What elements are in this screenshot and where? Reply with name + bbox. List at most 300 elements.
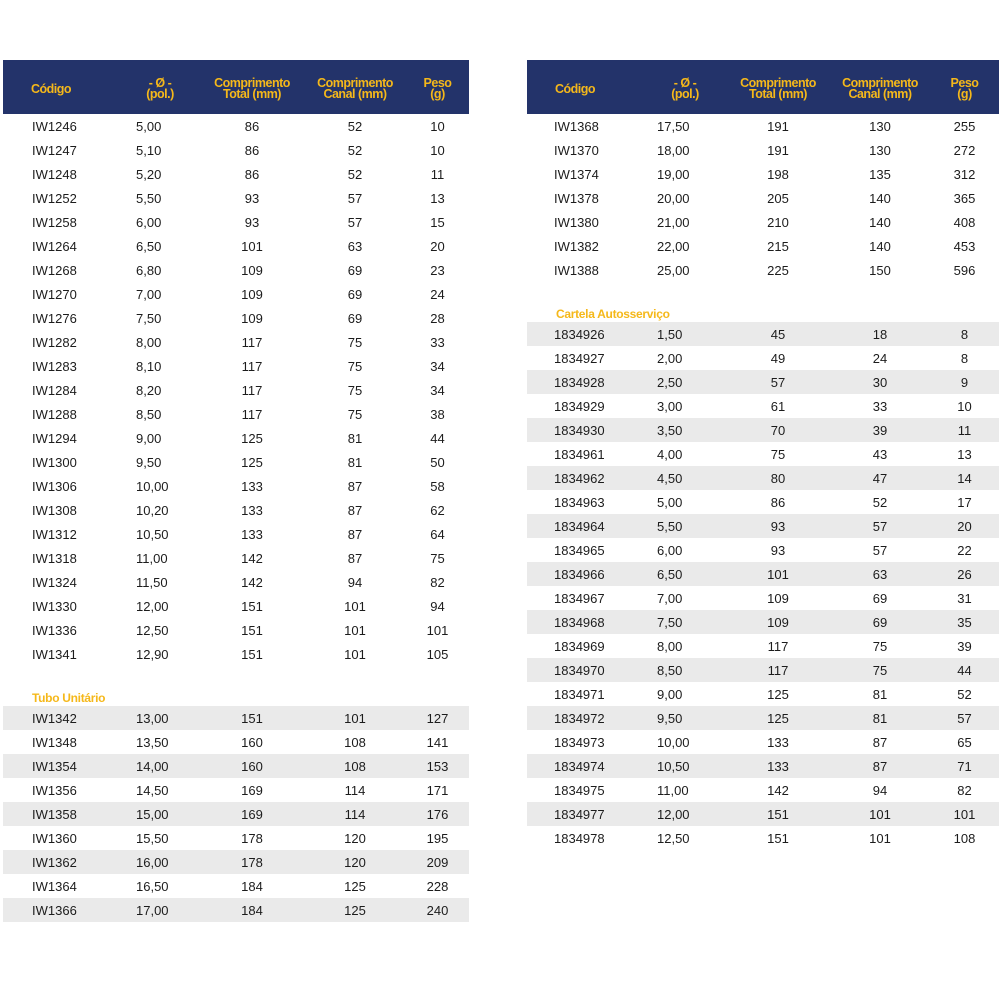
cell-weight: 52: [930, 682, 999, 706]
right-table-body: [527, 114, 999, 850]
cell-weight: 20: [430, 238, 445, 254]
cell-total-length: 160: [200, 754, 304, 778]
table-row: [3, 282, 469, 306]
cell-total-length: 178: [200, 826, 304, 850]
cell-code: IW1264: [32, 238, 77, 254]
table-row: [527, 802, 999, 826]
cell-code: IW1364: [3, 874, 120, 898]
cell-total-length: 184: [200, 898, 304, 922]
cell-code: IW1356: [3, 778, 120, 802]
table-row: [3, 114, 469, 138]
cell-diameter: 17,50: [644, 114, 726, 138]
cell-weight: 20: [930, 514, 999, 538]
cell-total-length: 117: [241, 382, 263, 398]
cell-diameter: 8,00: [136, 334, 162, 350]
cell-total-length: 160: [200, 730, 304, 754]
cell-code: IW1308: [3, 498, 120, 522]
cell-channel-length: 57: [304, 210, 406, 234]
table-row: [527, 162, 999, 186]
cell-channel-length: 87: [347, 526, 363, 542]
table-row: [3, 474, 469, 498]
cell-code: 1834967: [527, 586, 644, 610]
cell-total-length: 210: [726, 210, 830, 234]
cell-diameter: 20,00: [657, 190, 690, 206]
section-spacer: [3, 666, 469, 680]
cell-weight: 50: [406, 450, 469, 474]
cell-total-length: 101: [241, 238, 263, 254]
cell-diameter: 14,50: [120, 778, 200, 802]
cell-weight: 127: [406, 706, 469, 730]
cell-total-length: 70: [726, 418, 830, 442]
cell-weight: 94: [406, 594, 469, 618]
cell-diameter: 6,00: [120, 210, 200, 234]
cell-channel-length: 87: [304, 546, 406, 570]
cell-diameter: 11,00: [644, 778, 726, 802]
cell-channel-length: 87: [830, 754, 930, 778]
cell-weight: 34: [406, 354, 469, 378]
cell-diameter: 13,00: [120, 706, 200, 730]
cell-channel-length: 125: [304, 874, 406, 898]
cell-total-length: 142: [200, 546, 304, 570]
cell-code: IW1318: [3, 546, 120, 570]
cell-code: 1834968: [527, 610, 644, 634]
cell-diameter: 15,50: [120, 826, 200, 850]
cell-total-length: 142: [241, 574, 263, 590]
cell-code: 1834926: [527, 322, 644, 346]
cell-code: IW1336: [32, 622, 77, 638]
table-row: [527, 210, 999, 234]
cell-code: 1834970: [527, 658, 644, 682]
section-title: Tubo Unitário: [3, 680, 469, 706]
cell-total-length: 151: [726, 802, 830, 826]
cell-code: 1834963: [527, 490, 644, 514]
cell-total-length: 191: [726, 114, 830, 138]
table-row: [3, 522, 469, 546]
cell-total-length: 151: [200, 642, 304, 666]
cell-code: 1834929: [527, 394, 644, 418]
cell-total-length: 151: [200, 706, 304, 730]
header-code: Código: [527, 60, 644, 114]
cell-channel-length: 69: [304, 306, 406, 330]
cell-channel-length: 75: [304, 402, 406, 426]
table-row: [3, 426, 469, 450]
cell-channel-length: 63: [347, 238, 363, 254]
table-row: [527, 466, 999, 490]
cell-total-length: 178: [200, 850, 304, 874]
table-row: [3, 162, 469, 186]
cell-channel-length: 120: [304, 850, 406, 874]
cell-total-length: 117: [241, 334, 263, 350]
cell-channel-length: 69: [304, 258, 406, 282]
cell-channel-length: 140: [869, 190, 891, 206]
cell-diameter: 14,00: [120, 754, 200, 778]
cell-diameter: 5,00: [644, 490, 726, 514]
cell-code: 1834972: [527, 706, 644, 730]
cell-total-length: 205: [767, 190, 789, 206]
header-channel-length: Comprimento Canal (mm): [830, 60, 930, 114]
table-row: [3, 498, 469, 522]
table-row: [527, 490, 999, 514]
cell-total-length: 93: [726, 514, 830, 538]
cell-diameter: 21,00: [644, 210, 726, 234]
cell-code: IW1362: [3, 850, 120, 874]
cell-diameter: 1,50: [644, 322, 726, 346]
cell-diameter: 6,00: [644, 538, 726, 562]
cell-code: IW1248: [3, 162, 120, 186]
cell-channel-length: 30: [830, 370, 930, 394]
cell-channel-length: 81: [347, 430, 363, 446]
cell-weight: 31: [930, 586, 999, 610]
cell-total-length: 133: [726, 754, 830, 778]
table-row: [527, 706, 999, 730]
cell-channel-length: 101: [304, 642, 406, 666]
cell-weight: 71: [930, 754, 999, 778]
cell-code: IW1252: [32, 190, 77, 206]
cell-weight: 82: [430, 574, 445, 590]
table-row: [527, 114, 999, 138]
cell-weight: 35: [930, 610, 999, 634]
cell-code: IW1284: [32, 382, 77, 398]
cell-code: IW1246: [3, 114, 120, 138]
cell-code: 1834961: [527, 442, 644, 466]
cell-code: 1834974: [527, 754, 644, 778]
cell-code: 1834964: [527, 514, 644, 538]
cell-channel-length: 39: [830, 418, 930, 442]
cell-total-length: 125: [726, 682, 830, 706]
cell-weight: 44: [930, 658, 999, 682]
table-row: [527, 514, 999, 538]
cell-weight: 153: [406, 754, 469, 778]
cell-total-length: 225: [726, 258, 830, 282]
cell-weight: 108: [930, 826, 999, 850]
table-row: [3, 186, 469, 210]
cell-channel-length: 52: [830, 490, 930, 514]
cell-diameter: 10,00: [136, 478, 169, 494]
cell-total-length: 151: [241, 622, 263, 638]
table-row: [527, 778, 999, 802]
cell-code: IW1282: [32, 334, 77, 350]
cell-total-length: 109: [726, 610, 830, 634]
table-row: [527, 322, 999, 346]
cell-diameter: 3,00: [644, 394, 726, 418]
cell-diameter: 8,00: [644, 634, 726, 658]
cell-diameter: 8,50: [644, 658, 726, 682]
cell-diameter: 7,00: [644, 586, 726, 610]
cell-total-length: 133: [726, 730, 830, 754]
cell-total-length: 109: [200, 306, 304, 330]
cell-total-length: 93: [200, 210, 304, 234]
cell-channel-length: 120: [304, 826, 406, 850]
cell-channel-length: 52: [304, 114, 406, 138]
cell-total-length: 117: [200, 402, 304, 426]
table-row: [527, 730, 999, 754]
cell-diameter: 6,80: [120, 258, 200, 282]
table-row: [3, 706, 469, 730]
table-row: [527, 394, 999, 418]
table-row: [3, 402, 469, 426]
section-title: Cartela Autosserviço: [527, 296, 999, 322]
section-title-row: [527, 296, 999, 322]
cell-total-length: 86: [200, 162, 304, 186]
cell-code: IW1368: [527, 114, 644, 138]
cell-code: IW1366: [3, 898, 120, 922]
cell-channel-length: 108: [304, 754, 406, 778]
cell-diameter: 15,00: [120, 802, 200, 826]
cell-channel-length: 150: [830, 258, 930, 282]
cell-diameter: 12,00: [120, 594, 200, 618]
cell-channel-length: 135: [830, 162, 930, 186]
cell-weight: 255: [930, 114, 999, 138]
cell-weight: 10: [930, 394, 999, 418]
table-row: [527, 658, 999, 682]
table-row: [527, 634, 999, 658]
table-row: [3, 450, 469, 474]
cell-code: IW1370: [554, 142, 599, 158]
cell-code: IW1330: [3, 594, 120, 618]
cell-total-length: 117: [200, 354, 304, 378]
cell-diameter: 8,50: [120, 402, 200, 426]
cell-total-length: 125: [726, 706, 830, 730]
cell-total-length: 169: [200, 802, 304, 826]
left-spec-table: [3, 60, 469, 922]
cell-diameter: 3,50: [644, 418, 726, 442]
cell-channel-length: 94: [830, 778, 930, 802]
cell-code: IW1382: [554, 238, 599, 254]
header-weight: Peso (g): [930, 60, 999, 114]
cell-total-length: 151: [726, 826, 830, 850]
cell-diameter: 6,50: [644, 562, 726, 586]
cell-weight: 75: [406, 546, 469, 570]
cell-diameter: 9,50: [120, 450, 200, 474]
cell-code: IW1388: [527, 258, 644, 282]
cell-total-length: 117: [726, 634, 830, 658]
table-row: [3, 730, 469, 754]
cell-diameter: 5,10: [136, 142, 162, 158]
table-row: [527, 370, 999, 394]
cell-channel-length: 87: [830, 730, 930, 754]
cell-diameter: 12,00: [644, 802, 726, 826]
cell-channel-length: 101: [304, 594, 406, 618]
cell-weight: 10: [406, 114, 469, 138]
cell-weight: 312: [930, 162, 999, 186]
table-row: [527, 418, 999, 442]
cell-total-length: 49: [726, 346, 830, 370]
header-diameter: - Ø - (pol.): [120, 60, 200, 114]
cell-channel-length: 75: [347, 334, 363, 350]
cell-weight: 82: [930, 778, 999, 802]
cell-code: 1834966: [527, 562, 644, 586]
cell-total-length: 142: [726, 778, 830, 802]
cell-code: 1834973: [527, 730, 644, 754]
cell-diameter: 6,50: [136, 238, 162, 254]
table-row: [3, 570, 469, 594]
table-row: [3, 258, 469, 282]
cell-channel-length: 125: [304, 898, 406, 922]
cell-channel-length: 52: [347, 142, 363, 158]
cell-total-length: 215: [767, 238, 789, 254]
cell-channel-length: 130: [830, 114, 930, 138]
cell-total-length: 75: [726, 442, 830, 466]
cell-total-length: 101: [726, 562, 830, 586]
cell-channel-length: 75: [304, 354, 406, 378]
cell-channel-length: 47: [830, 466, 930, 490]
cell-weight: 596: [930, 258, 999, 282]
cell-weight: 23: [406, 258, 469, 282]
cell-diameter: 12,90: [120, 642, 200, 666]
table-row: [3, 234, 469, 258]
cell-code: IW1288: [3, 402, 120, 426]
cell-total-length: 80: [726, 466, 830, 490]
cell-weight: 34: [430, 382, 445, 398]
cell-diameter: 10,50: [644, 754, 726, 778]
cell-weight: 8: [930, 346, 999, 370]
cell-code: IW1360: [3, 826, 120, 850]
cell-diameter: 9,00: [136, 430, 162, 446]
cell-channel-length: 57: [347, 190, 363, 206]
cell-channel-length: 69: [347, 286, 363, 302]
cell-code: IW1354: [3, 754, 120, 778]
cell-code: 1834975: [527, 778, 644, 802]
cell-code: IW1358: [3, 802, 120, 826]
cell-diameter: 5,50: [136, 190, 162, 206]
table-row: [3, 306, 469, 330]
header-total-length: Comprimento Total (mm): [726, 60, 830, 114]
table-header-row: [3, 60, 469, 114]
cell-total-length: 45: [726, 322, 830, 346]
cell-diameter: 10,00: [644, 730, 726, 754]
cell-channel-length: 87: [304, 498, 406, 522]
cell-diameter: 10,20: [120, 498, 200, 522]
table-row: [3, 874, 469, 898]
cell-weight: 14: [930, 466, 999, 490]
table-row: [527, 826, 999, 850]
cell-diameter: 18,00: [657, 142, 690, 158]
cell-code: IW1294: [32, 430, 77, 446]
cell-total-length: 133: [241, 526, 263, 542]
cell-channel-length: 75: [830, 658, 930, 682]
cell-weight: 13: [430, 190, 445, 206]
cell-weight: 15: [406, 210, 469, 234]
cell-code: IW1341: [3, 642, 120, 666]
cell-code: IW1283: [3, 354, 120, 378]
table-row: [3, 618, 469, 642]
header-weight: Peso (g): [406, 60, 469, 114]
cell-total-length: 109: [241, 286, 263, 302]
cell-total-length: 93: [726, 538, 830, 562]
cell-code: IW1324: [32, 574, 77, 590]
cell-channel-length: 81: [304, 450, 406, 474]
cell-diameter: 4,00: [644, 442, 726, 466]
table-row: [3, 754, 469, 778]
table-row: [3, 330, 469, 354]
cell-weight: 171: [406, 778, 469, 802]
table-row: [3, 802, 469, 826]
cell-total-length: 133: [200, 498, 304, 522]
cell-weight: 33: [430, 334, 445, 350]
cell-code: IW1378: [554, 190, 599, 206]
cell-channel-length: 101: [344, 622, 366, 638]
cell-code: IW1342: [3, 706, 120, 730]
cell-weight: 408: [930, 210, 999, 234]
table-row: [527, 682, 999, 706]
cell-total-length: 125: [241, 430, 263, 446]
header-channel-length: Comprimento Canal (mm): [304, 60, 406, 114]
table-row: [3, 850, 469, 874]
cell-weight: 24: [430, 286, 445, 302]
cell-total-length: 191: [767, 142, 789, 158]
cell-diameter: 7,50: [644, 610, 726, 634]
cell-diameter: 2,00: [644, 346, 726, 370]
cell-diameter: 9,00: [644, 682, 726, 706]
cell-diameter: 5,20: [120, 162, 200, 186]
cell-channel-length: 81: [830, 706, 930, 730]
cell-total-length: 133: [241, 478, 263, 494]
cell-total-length: 86: [200, 114, 304, 138]
cell-weight: 272: [953, 142, 976, 158]
cell-code: IW1258: [3, 210, 120, 234]
cell-code: IW1300: [3, 450, 120, 474]
cell-weight: 17: [930, 490, 999, 514]
cell-weight: 453: [953, 238, 976, 254]
cell-code: 1834930: [527, 418, 644, 442]
cell-weight: 209: [406, 850, 469, 874]
table-row: [527, 186, 999, 210]
cell-diameter: 4,50: [644, 466, 726, 490]
cell-weight: 228: [406, 874, 469, 898]
cell-channel-length: 33: [830, 394, 930, 418]
cell-total-length: 61: [726, 394, 830, 418]
cell-total-length: 125: [200, 450, 304, 474]
cell-diameter: 11,50: [136, 574, 168, 590]
cell-channel-length: 140: [869, 238, 891, 254]
cell-code: 1834965: [527, 538, 644, 562]
cell-channel-length: 108: [304, 730, 406, 754]
table-row: [527, 234, 999, 258]
cell-weight: 195: [406, 826, 469, 850]
cell-diameter: 12,50: [136, 622, 169, 638]
table-row: [3, 354, 469, 378]
cell-total-length: 86: [244, 142, 260, 158]
cell-channel-length: 101: [830, 802, 930, 826]
table-row: [527, 258, 999, 282]
cell-weight: 10: [430, 142, 445, 158]
cell-channel-length: 101: [304, 706, 406, 730]
cell-channel-length: 63: [830, 562, 930, 586]
cell-weight: 62: [406, 498, 469, 522]
cell-weight: 8: [930, 322, 999, 346]
cell-weight: 176: [406, 802, 469, 826]
cell-diameter: 12,50: [644, 826, 726, 850]
cell-weight: 105: [406, 642, 469, 666]
cell-weight: 365: [953, 190, 976, 206]
table-row: [3, 826, 469, 850]
cell-total-length: 198: [726, 162, 830, 186]
table-row: [527, 562, 999, 586]
cell-diameter: 9,50: [644, 706, 726, 730]
cell-channel-length: 69: [830, 586, 930, 610]
cell-weight: 9: [930, 370, 999, 394]
cell-code: 1834977: [527, 802, 644, 826]
cell-diameter: 16,50: [120, 874, 200, 898]
cell-channel-length: 18: [830, 322, 930, 346]
cell-channel-length: 75: [347, 382, 363, 398]
table-header-row: [527, 60, 999, 114]
table-row: [527, 442, 999, 466]
cell-code: IW1312: [32, 526, 77, 542]
cell-diameter: 5,00: [120, 114, 200, 138]
cell-weight: 101: [426, 622, 449, 638]
header-code: Código: [3, 60, 120, 114]
